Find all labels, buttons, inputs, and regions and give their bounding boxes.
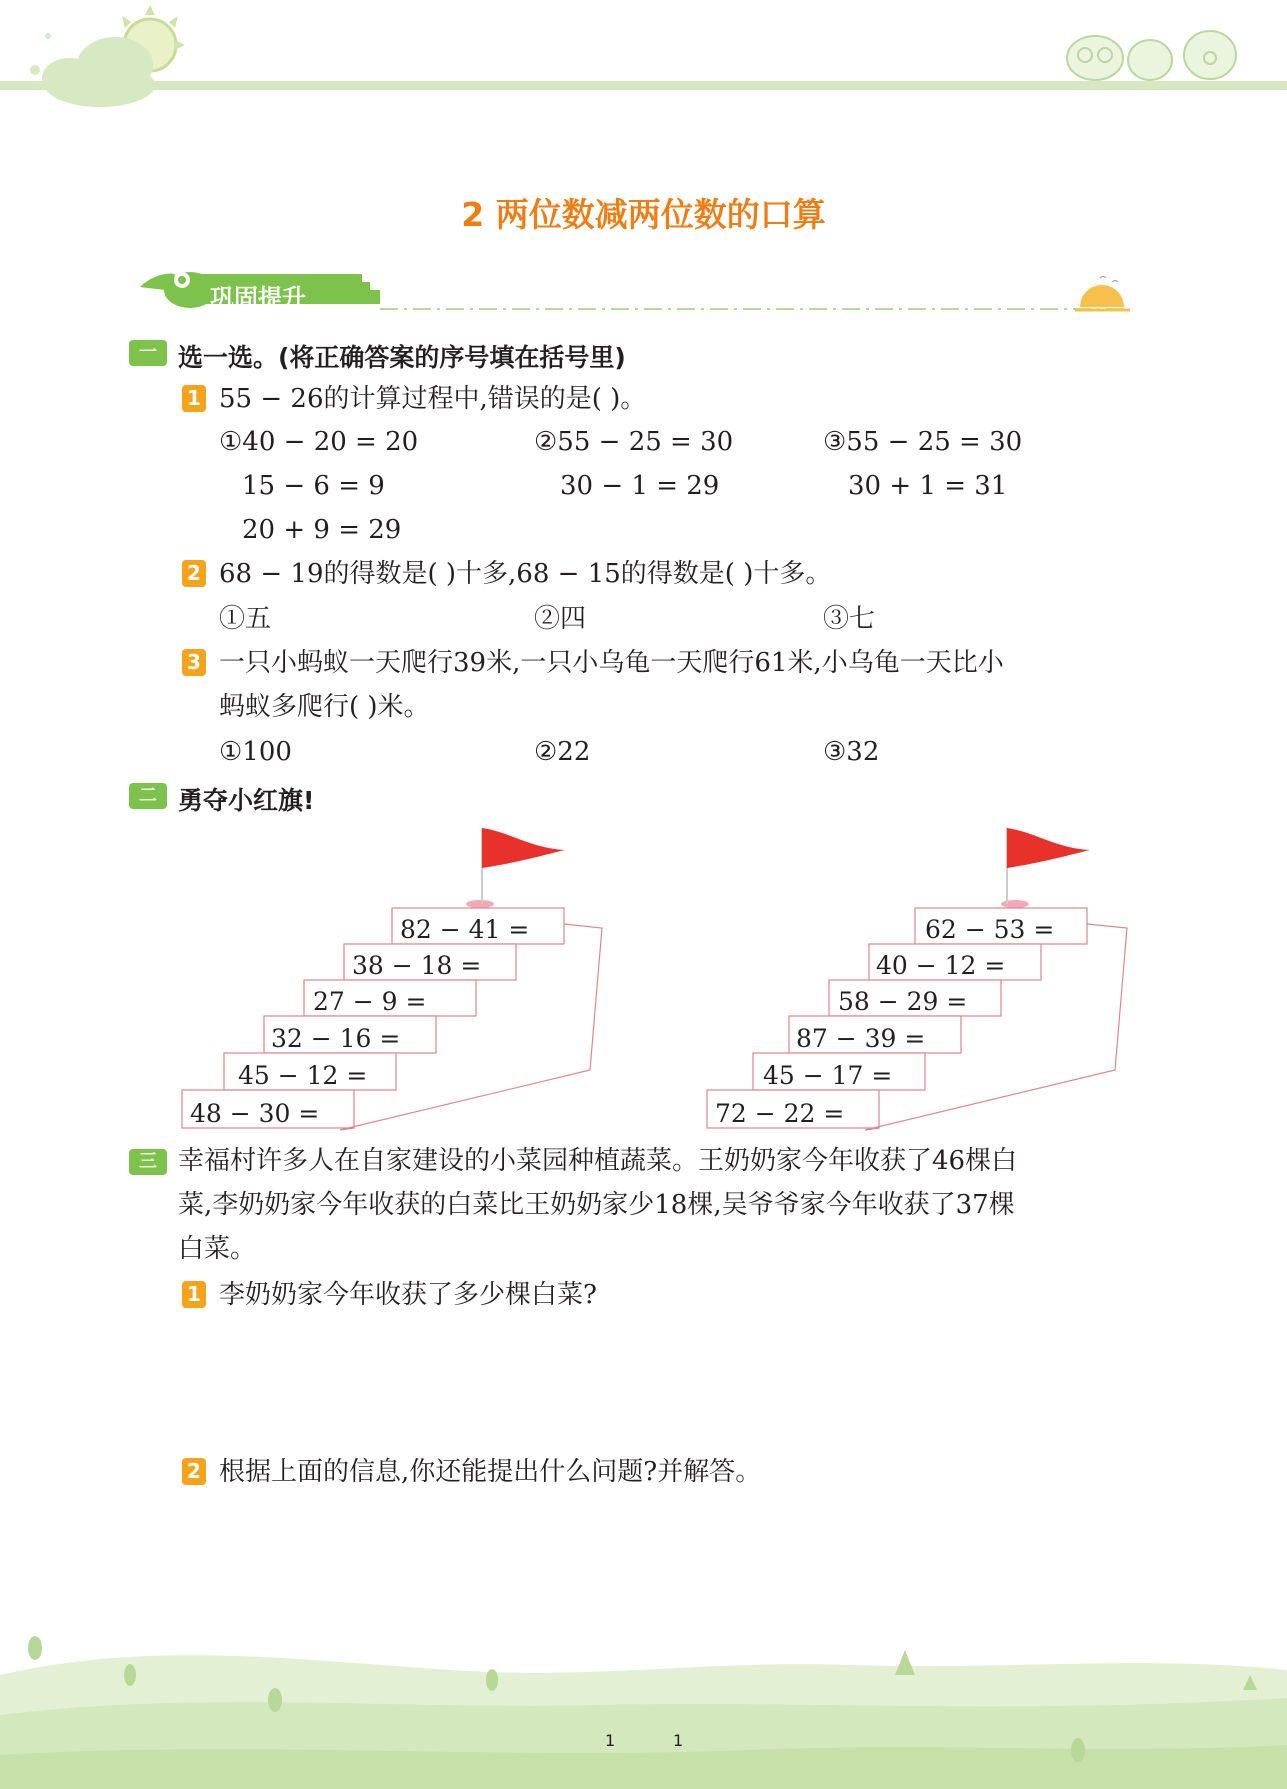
q1-option-3-line-1: ③55 − 25 = 30 <box>823 427 1023 457</box>
page-number-left: 1 <box>605 1731 616 1750</box>
s3-question-2-text: 根据上面的信息,你还能提出什么问题?并解答。 <box>219 1457 762 1487</box>
question-3-line-1: 一只小蚂蚁一天爬行39米,一只小乌龟一天爬行61米,小乌龟一天比小 <box>219 648 1004 678</box>
page-title: 2 两位数减两位数的口算 <box>461 195 826 234</box>
section-3-line-3: 白菜。 <box>178 1234 257 1264</box>
q2-option-1: ①五 <box>219 604 272 634</box>
q1-option-3-line-2: 30 + 1 = 31 <box>848 471 1008 501</box>
right-step-6: 62 − 53 = <box>925 915 1055 944</box>
cloud-icon <box>42 37 155 107</box>
section-3-line-1: 幸福村许多人在自家建设的小菜园种植蔬菜。王奶奶家今年收获了46棵白 <box>178 1146 1018 1176</box>
question-1-text: 55 − 26的计算过程中,错误的是( )。 <box>219 384 647 414</box>
question-1-badge: 1 <box>182 385 206 412</box>
animal-faces-icon <box>1067 31 1236 80</box>
left-step-5: 38 − 18 = <box>352 951 482 980</box>
q3-option-2: ②22 <box>534 737 591 767</box>
left-staircase <box>170 820 620 1140</box>
question-2-badge: 2 <box>182 560 206 587</box>
question-3-line-2: 蚂蚁多爬行( )米。 <box>219 692 430 722</box>
left-flag-icon <box>466 828 565 908</box>
q3-option-1: ①100 <box>219 737 292 767</box>
right-step-2: 45 − 17 = <box>763 1061 893 1090</box>
right-step-5: 40 − 12 = <box>876 951 1006 980</box>
left-step-6: 82 − 41 = <box>400 915 530 944</box>
q1-option-2-line-2: 30 − 1 = 29 <box>560 471 720 501</box>
top-decoration <box>0 0 1287 120</box>
right-staircase <box>695 820 1145 1140</box>
question-3-badge: 3 <box>182 649 206 676</box>
s3-question-2-badge: 2 <box>182 1458 206 1485</box>
q2-option-3: ③七 <box>823 604 876 634</box>
sunset-icon <box>1075 277 1130 311</box>
q3-option-3: ③32 <box>823 737 880 767</box>
q1-option-1-line-3: 20 + 9 = 29 <box>242 515 402 545</box>
q1-option-1-line-2: 15 − 6 = 9 <box>242 471 385 501</box>
section-1-heading: 选一选。(将正确答案的序号填在括号里) <box>178 343 626 372</box>
left-step-3: 32 − 16 = <box>271 1024 401 1053</box>
left-step-1: 48 − 30 = <box>190 1099 320 1128</box>
left-step-4: 27 − 9 = <box>313 987 427 1016</box>
section-3-badge: 三 <box>129 1149 167 1175</box>
left-step-2: 45 − 12 = <box>238 1061 368 1090</box>
question-2-text: 68 − 19的得数是( )十多,68 − 15的得数是( )十多。 <box>219 559 832 589</box>
right-step-4: 58 − 29 = <box>838 987 968 1016</box>
bottom-landscape <box>0 1620 1287 1789</box>
section-3-line-2: 菜,李奶奶家今年收获的白菜比王奶奶家少18棵,吴爷爷家今年收获了37棵 <box>178 1190 1015 1220</box>
page-number-right: 1 <box>673 1731 684 1750</box>
s3-question-1-text: 李奶奶家今年收获了多少棵白菜? <box>219 1280 597 1310</box>
right-flag-icon <box>1001 828 1090 908</box>
q2-option-2: ②四 <box>534 604 587 634</box>
section-2-badge: 二 <box>129 783 167 809</box>
q1-option-1-line-1: ①40 − 20 = 20 <box>219 427 419 457</box>
section-1-badge: 一 <box>129 340 167 366</box>
section-2-heading: 勇夺小红旗! <box>178 786 315 815</box>
banner-label: 巩固提升 <box>210 284 306 312</box>
s3-question-1-badge: 1 <box>182 1281 206 1308</box>
right-step-1: 72 − 22 = <box>715 1099 845 1128</box>
right-step-3: 87 − 39 = <box>796 1024 926 1053</box>
q1-option-2-line-1: ②55 − 25 = 30 <box>534 427 734 457</box>
